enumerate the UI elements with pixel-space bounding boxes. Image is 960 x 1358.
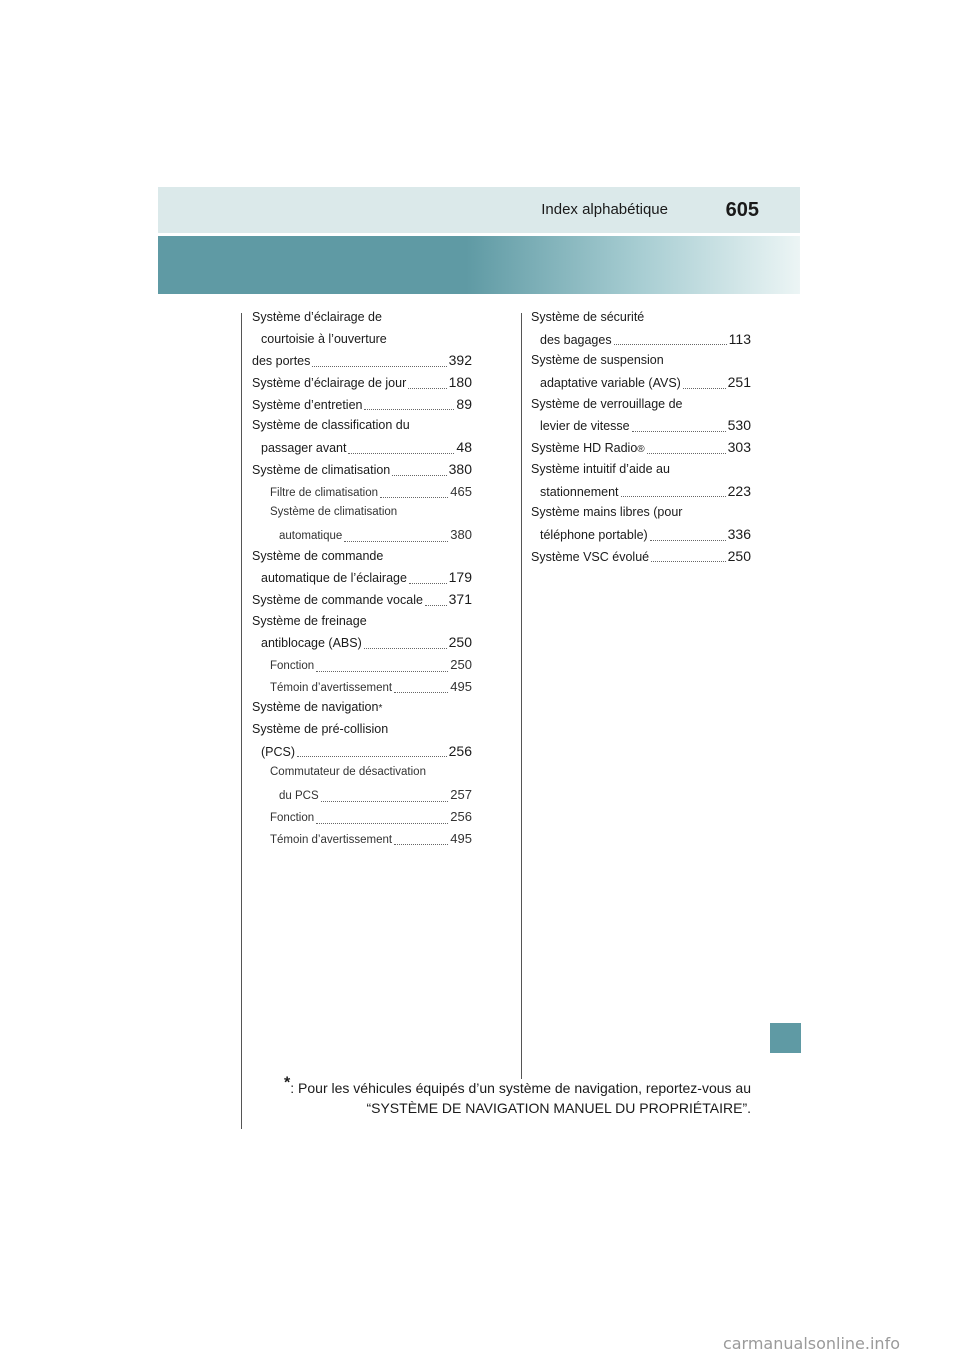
index-entry [252,719,472,741]
index-entry-page: 257 [450,787,472,803]
footnote-star: * [284,1074,291,1092]
index-entry [252,676,472,698]
index-entry: Système de navigation * [252,697,472,719]
page-header [158,187,800,233]
index-entry [252,589,472,611]
index-entry-page: 250 [727,547,751,564]
index-entry-text: Système mains libres (pour [531,505,683,520]
index-entry [252,784,472,806]
index-leader-dots [297,756,447,757]
index-leader-dots [364,648,447,649]
index-entry-text: Système de commande [252,548,384,563]
index-entry-text: Commutateur de désactivation [270,766,426,779]
index-entry-text: Système de pré-collision [252,722,389,737]
index-entry [531,502,751,524]
footnote-line-1 [240,1074,751,1098]
index-entry-page: 256 [448,742,472,759]
index-entry-text: passager avant [261,441,347,456]
index-entry [252,524,472,546]
index-entry [252,350,472,372]
index-leader-dots [348,453,454,454]
index-entry [252,654,472,676]
index-entry [531,459,751,481]
index-leader-dots [394,692,448,693]
index-entry-page: 380 [448,460,472,477]
index-entry-text: Système de climatisation [270,506,398,519]
section-tab-marker [770,1023,801,1053]
index-leader-dots [316,671,448,672]
index-entry-text: Système de sécurité [531,310,645,324]
index-entry-page: 530 [727,417,751,434]
index-entry-page: 179 [448,569,472,586]
index-entry: Système HD Radio ® 303 [531,437,751,459]
index-entry [531,415,751,437]
index-entry-text: Système de classification du [252,418,410,433]
index-entry-text: Système VSC évolué [531,549,650,564]
index-entry-text: Système d’éclairage de [252,310,382,324]
index-leader-dots [364,409,454,410]
index-entry-text: Système intuitif d’aide au [531,461,670,476]
index-column-right [531,307,751,567]
index-entry-page: 380 [450,526,472,542]
index-entry [252,567,472,589]
index-entry-text: Fonction [270,811,315,824]
left-margin-rule [241,313,242,1129]
index-leader-dots [380,497,448,498]
header-title: Index alphabétique [541,201,668,218]
index-entry-page: 89 [456,395,472,412]
index-entry-text: (PCS) [261,744,296,759]
index-entry-page: 303 [727,439,751,456]
watermark: carmanualsonline.info [722,1334,900,1353]
index-entry-page: 180 [448,374,472,391]
index-entry [531,350,751,372]
index-leader-dots [408,388,446,389]
index-leader-dots [621,496,726,497]
index-leader-dots [425,605,447,606]
index-leader-dots [409,583,447,584]
index-entry-text: antiblocage (ABS) [261,636,362,651]
index-entry [252,741,472,763]
index-entry-text: stationnement [540,484,619,499]
index-entry-text: Témoin d’avertissement [270,681,393,694]
index-entry [252,372,472,394]
index-leader-dots [647,453,726,454]
index-entry-page: 250 [448,634,472,651]
index-entry-text: Système d’éclairage de jour [252,376,407,391]
index-entry-page: 336 [727,525,751,542]
index-entry-text: Fonction [270,660,315,672]
index-entry-page: 495 [450,830,472,846]
column-divider-rule [521,313,522,1079]
index-entry [252,502,472,524]
index-entry [531,372,751,394]
index-entry [531,394,751,416]
footnote-line-2: “SYSTÈME DE NAVIGATION MANUEL DU PROPRIÉTAIRE”. [366,1100,751,1116]
index-entry [252,762,472,784]
index-entry [252,611,472,633]
footnote-text-1: : Pour les véhicules équipés d’un système de navigation, reportez-vous au [290,1080,751,1096]
index-entry-text: Système HD Radio [531,441,638,456]
index-entry [252,329,472,351]
index-entry-text: Filtre de climatisation [270,486,379,499]
index-entry-page: 113 [728,330,751,347]
header-gradient-band [158,236,800,294]
index-entry-text: Système de commande vocale [252,592,423,607]
index-entry-text: des portes [252,354,311,369]
index-entry-text: levier de vitesse [540,419,630,434]
index-entry [252,828,472,850]
index-leader-dots [321,801,449,802]
index-entry [252,459,472,481]
index-entry [531,524,751,546]
index-leader-dots [316,823,448,824]
index-entry [531,546,751,568]
index-leader-dots [650,540,726,541]
index-entry-text: Témoin d’avertissement [270,833,393,846]
footnote [240,1074,751,1118]
index-leader-dots [614,344,727,345]
index-entry-page: 495 [450,678,472,694]
index-entry-text: Système de suspension [531,353,664,368]
index-entry [252,307,472,329]
index-entry [252,415,472,437]
index-entry [252,546,472,568]
index-entry-page: 465 [450,483,472,499]
index-entry-page: 371 [448,590,472,607]
index-entry-text: Système de climatisation [252,462,391,477]
index-entry [252,806,472,828]
index-entry-text: téléphone portable) [540,527,648,542]
index-entry-text: courtoisie à l’ouverture [261,331,387,346]
index-entry-page: 250 [450,657,472,672]
index-entry [531,307,751,329]
page-number: 605 [725,199,759,221]
index-entry-page: 256 [450,808,472,824]
index-entry-text: du PCS [279,790,319,803]
index-entry-text: Système de navigation [252,700,379,715]
index-entry [531,481,751,503]
index-entry-text: automatique [279,529,343,542]
index-entry-page: 48 [456,439,472,456]
index-leader-dots [632,431,726,432]
index-leader-dots [651,561,726,562]
index-entry-text: des bagages [540,332,612,347]
index-entry-page: 223 [727,482,751,499]
index-entry [252,437,472,459]
index-entry [252,481,472,503]
index-entry-page: 251 [727,374,751,391]
index-entry-text: automatique de l’éclairage [261,571,407,586]
index-entry [252,632,472,654]
index-entry [252,394,472,416]
index-entry-text: Système d’entretien [252,397,363,412]
index-leader-dots [344,541,448,542]
index-entry-text: Système de freinage [252,613,367,628]
index-leader-dots [392,475,446,476]
index-entry-text: adaptative variable (AVS) [540,376,681,391]
index-leader-dots [683,388,726,389]
index-entry-page: 392 [448,352,472,369]
index-leader-dots [312,366,446,367]
index-column-left [252,307,472,849]
index-entry-text: Système de verrouillage de [531,396,683,411]
index-leader-dots [394,844,448,845]
index-entry [531,329,751,351]
